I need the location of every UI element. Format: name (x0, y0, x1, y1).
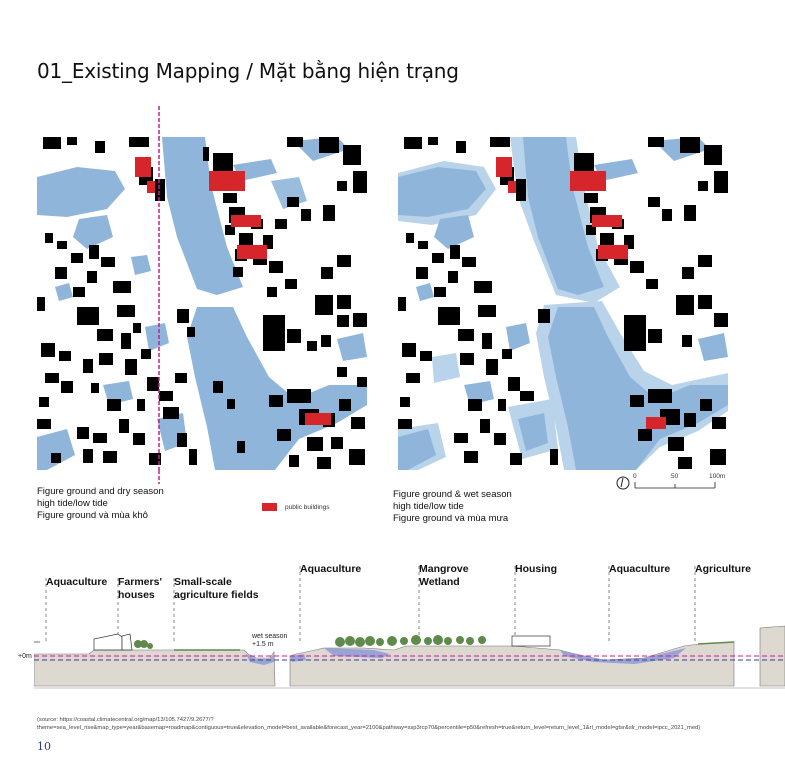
map-legend (262, 503, 329, 511)
zero-level-label: +0m (18, 653, 32, 660)
caption-line: Figure ground & wet season (393, 489, 512, 500)
label-line: agriculture fields (174, 589, 259, 601)
page-number: 10 (37, 740, 51, 753)
label-line: Mangrove (419, 563, 469, 575)
map-wet-season (398, 137, 728, 470)
section-cut-line-top (152, 106, 166, 138)
scale-tick-0: 0 (633, 473, 637, 480)
scale-tick-100: 100m (709, 473, 726, 480)
label-line: houses (118, 589, 155, 601)
site-section-drawing (34, 562, 785, 697)
caption-line: high tide/low tide (37, 498, 108, 509)
page-title: 01_Existing Mapping / Mặt bằng hiện trạng (37, 59, 459, 83)
label-line: Aquaculture (46, 576, 108, 588)
scale-bar (615, 474, 733, 492)
caption-line: Figure ground và mùa khô (37, 510, 148, 521)
map-dry-season (37, 137, 367, 470)
label-line: Aquaculture (609, 563, 671, 575)
wet-season-level: +1.5 m (252, 641, 274, 648)
wet-season-line: wet season (252, 633, 288, 640)
caption-dry-season (37, 486, 164, 522)
section-cut-line-bottom (152, 470, 166, 484)
public-buildings-swatch (262, 503, 277, 511)
label-line: Aquaculture (300, 563, 362, 575)
caption-line: Figure ground and dry season (37, 486, 164, 497)
legend-label: public buildings (285, 503, 330, 511)
source-citation: (source: https://coastal.climatecentral.org/map/13/105.7427/9.2677/?theme=sea_level_rise&map_type=year&basemap=roadmap&contiguous=true&elevation_model=best_available&forecast_year=2100&pathway=ssp3rcp70&percentile=p50&refresh=true&return_level=return_level_1&rl_model=gtsr&slr_model=ipcc_2021_med) (37, 717, 701, 731)
label-line: Wetland (419, 576, 460, 588)
label-line: Farmers' (118, 576, 162, 588)
wet-season-label (252, 633, 287, 649)
caption-wet-season (393, 489, 512, 525)
caption-line: high tide/low tide (393, 501, 464, 512)
label-line: Agriculture (695, 563, 752, 575)
label-line: Housing (515, 563, 557, 575)
caption-line: Figure ground và mùa mưa (393, 513, 509, 524)
label-line: Small-scale (174, 576, 232, 588)
scale-tick-50: 50 (671, 473, 679, 480)
